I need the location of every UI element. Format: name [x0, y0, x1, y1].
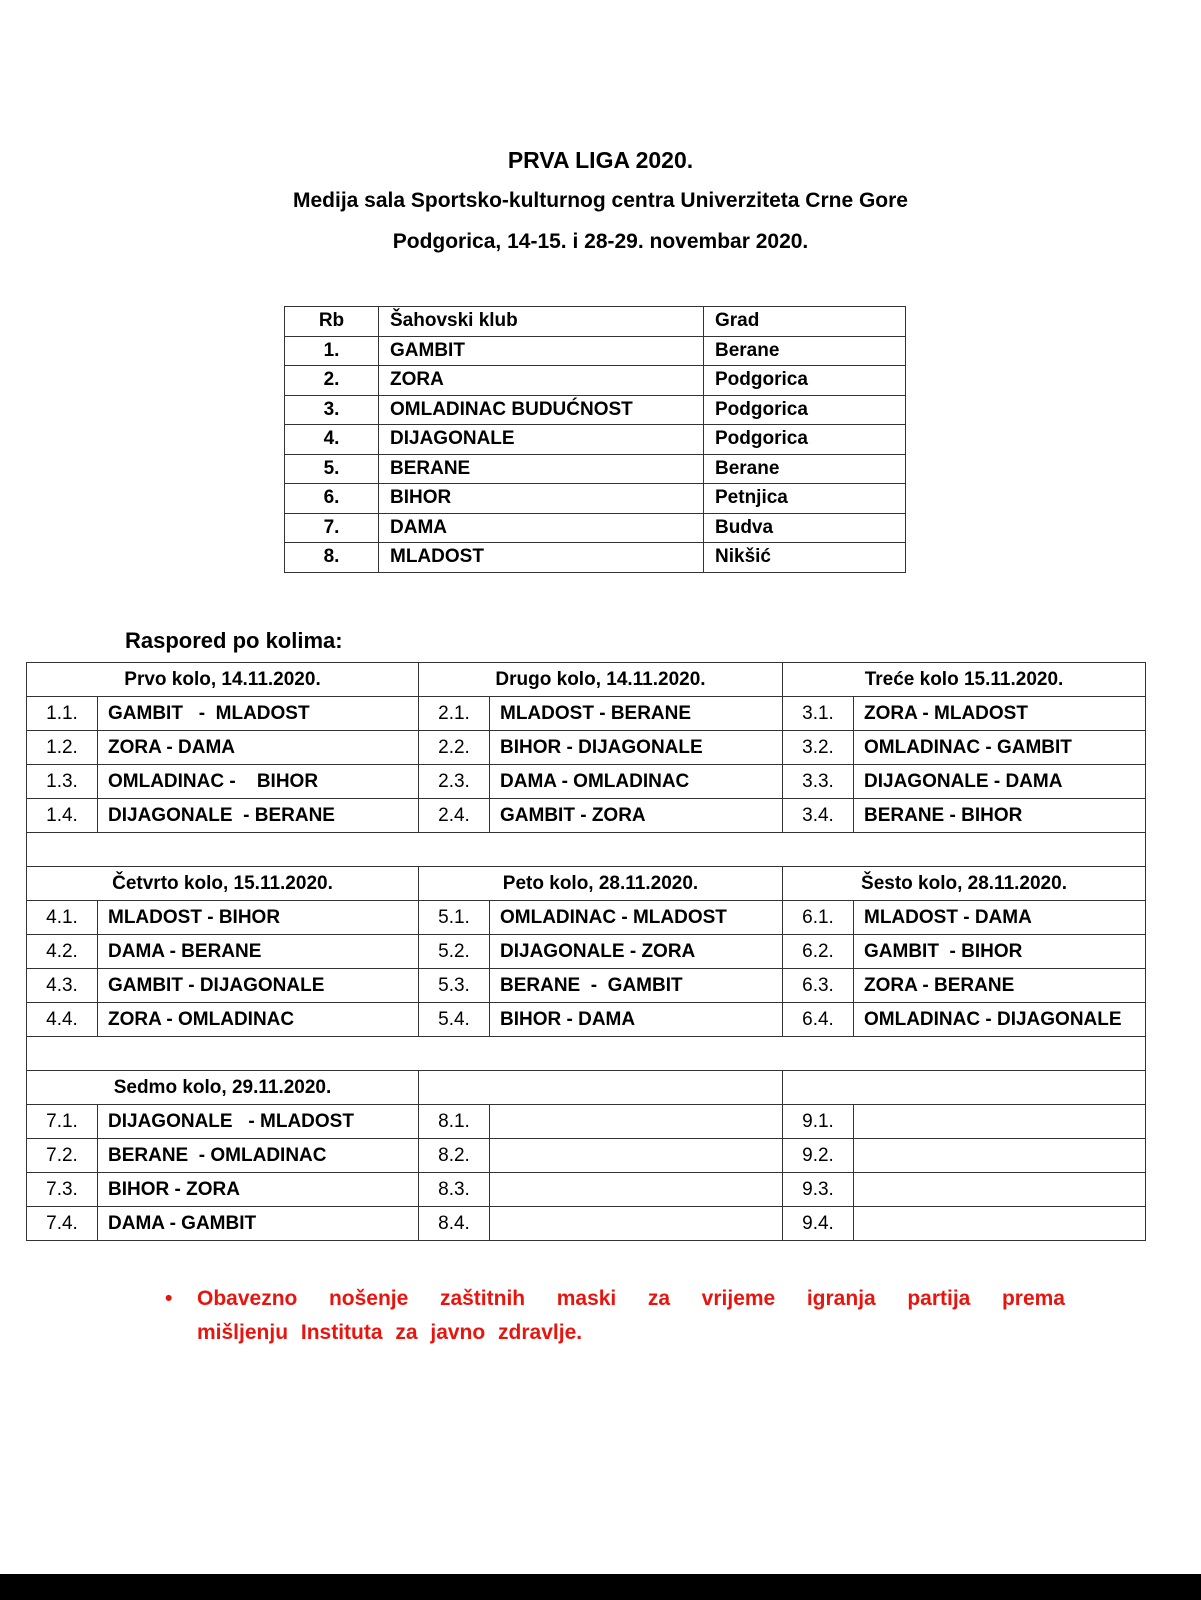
club-city: Budva: [704, 513, 906, 543]
game-pairing: GAMBIT - ZORA: [490, 799, 783, 833]
club-name: BERANE: [379, 454, 704, 484]
game-number: 4.2.: [27, 935, 98, 969]
game-pairing: MLADOST - DAMA: [854, 901, 1146, 935]
game-pairing: ZORA - MLADOST: [854, 697, 1146, 731]
game-number: 7.2.: [27, 1139, 98, 1173]
table-row: [27, 697, 1146, 731]
game-pairing: [854, 1207, 1146, 1241]
game-pairing: OMLADINAC - BIHOR: [98, 765, 419, 799]
game-pairing: ZORA - BERANE: [854, 969, 1146, 1003]
round-title: Šesto kolo, 28.11.2020.: [783, 867, 1146, 901]
club-name: GAMBIT: [379, 336, 704, 366]
round-title-row: [27, 1071, 1146, 1105]
game-number: 3.3.: [783, 765, 854, 799]
table-row: [285, 543, 906, 573]
club-rank: 3.: [285, 395, 379, 425]
spacer-row: [27, 1037, 1146, 1071]
table-row: [27, 1003, 1146, 1037]
note-line-1: Obavezno nošenje zaštitnih maski za vrijeme igranja partija prema: [197, 1287, 1065, 1310]
table-row: [27, 1207, 1146, 1241]
game-pairing: GAMBIT - DIJAGONALE: [98, 969, 419, 1003]
game-pairing: OMLADINAC - GAMBIT: [854, 731, 1146, 765]
round-title: Sedmo kolo, 29.11.2020.: [27, 1071, 419, 1105]
game-number: 2.2.: [419, 731, 490, 765]
game-number: 5.4.: [419, 1003, 490, 1037]
table-row: [285, 454, 906, 484]
game-pairing: DIJAGONALE - BERANE: [98, 799, 419, 833]
game-pairing: [854, 1173, 1146, 1207]
game-number: 6.2.: [783, 935, 854, 969]
game-number: 2.4.: [419, 799, 490, 833]
club-rank: 5.: [285, 454, 379, 484]
table-row: [285, 366, 906, 396]
note-line-2: mišljenju Instituta za javno zdravlje.: [197, 1321, 583, 1344]
round-title: [783, 1071, 1146, 1105]
table-row: [27, 765, 1146, 799]
spacer-cell: [27, 833, 1146, 867]
club-name: BIHOR: [379, 484, 704, 514]
game-pairing: ZORA - DAMA: [98, 731, 419, 765]
game-pairing: MLADOST - BIHOR: [98, 901, 419, 935]
game-pairing: DIJAGONALE - DAMA: [854, 765, 1146, 799]
club-city: Petnjica: [704, 484, 906, 514]
dates-line: Podgorica, 14-15. i 28-29. novembar 2020.: [392, 230, 809, 253]
game-number: 8.1.: [419, 1105, 490, 1139]
game-number: 5.2.: [419, 935, 490, 969]
table-row: [27, 1105, 1146, 1139]
game-number: 2.1.: [419, 697, 490, 731]
note-text: [197, 1282, 1065, 1350]
game-number: 7.4.: [27, 1207, 98, 1241]
game-number: 4.1.: [27, 901, 98, 935]
game-number: 3.1.: [783, 697, 854, 731]
table-row: [27, 799, 1146, 833]
game-pairing: BIHOR - DAMA: [490, 1003, 783, 1037]
club-city: Podgorica: [704, 366, 906, 396]
game-number: 5.3.: [419, 969, 490, 1003]
game-number: 5.1.: [419, 901, 490, 935]
round-title: [419, 1071, 783, 1105]
game-number: 6.1.: [783, 901, 854, 935]
table-row: [27, 969, 1146, 1003]
club-city: Podgorica: [704, 395, 906, 425]
game-number: 1.4.: [27, 799, 98, 833]
game-pairing: [490, 1207, 783, 1241]
table-row: [27, 731, 1146, 765]
game-pairing: DAMA - OMLADINAC: [490, 765, 783, 799]
table-row: [27, 901, 1146, 935]
game-pairing: BIHOR - DIJAGONALE: [490, 731, 783, 765]
table-row: [285, 484, 906, 514]
club-name: MLADOST: [379, 543, 704, 573]
round-title: Četvrto kolo, 15.11.2020.: [27, 867, 419, 901]
game-number: 7.1.: [27, 1105, 98, 1139]
schedule-table: [26, 662, 1146, 1241]
game-number: 1.1.: [27, 697, 98, 731]
game-number: 9.2.: [783, 1139, 854, 1173]
game-pairing: [490, 1105, 783, 1139]
game-pairing: BERANE - OMLADINAC: [98, 1139, 419, 1173]
game-pairing: [854, 1139, 1146, 1173]
game-number: 9.3.: [783, 1173, 854, 1207]
game-pairing: GAMBIT - MLADOST: [98, 697, 419, 731]
game-pairing: ZORA - OMLADINAC: [98, 1003, 419, 1037]
game-number: 9.4.: [783, 1207, 854, 1241]
game-pairing: [490, 1139, 783, 1173]
game-number: 7.3.: [27, 1173, 98, 1207]
table-row: [285, 336, 906, 366]
club-rank: 1.: [285, 336, 379, 366]
club-name: DIJAGONALE: [379, 425, 704, 455]
clubs-table: [284, 306, 906, 573]
venue-line: Medija sala Sportsko-kulturnog centra Univerziteta Crne Gore: [293, 189, 908, 212]
game-number: 6.3.: [783, 969, 854, 1003]
table-row: [27, 1139, 1146, 1173]
game-number: 8.4.: [419, 1207, 490, 1241]
bottom-bar: [0, 1574, 1201, 1600]
game-pairing: BIHOR - ZORA: [98, 1173, 419, 1207]
game-number: 8.2.: [419, 1139, 490, 1173]
game-pairing: BERANE - BIHOR: [854, 799, 1146, 833]
game-number: 6.4.: [783, 1003, 854, 1037]
club-rank: 6.: [285, 484, 379, 514]
document-title: PRVA LIGA 2020.: [507, 147, 694, 173]
game-pairing: GAMBIT - BIHOR: [854, 935, 1146, 969]
club-city: Berane: [704, 454, 906, 484]
column-header-rb: Rb: [285, 307, 379, 337]
round-title-row: [27, 663, 1146, 697]
club-city: Berane: [704, 336, 906, 366]
game-number: 2.3.: [419, 765, 490, 799]
clubs-header-row: [285, 307, 906, 337]
schedule-title: Raspored po kolima:: [125, 628, 343, 653]
column-header-club: Šahovski klub: [379, 307, 704, 337]
safety-note: [165, 1282, 1065, 1350]
game-pairing: MLADOST - BERANE: [490, 697, 783, 731]
game-number: 3.2.: [783, 731, 854, 765]
game-pairing: DAMA - GAMBIT: [98, 1207, 419, 1241]
game-pairing: DAMA - BERANE: [98, 935, 419, 969]
column-header-city: Grad: [704, 307, 906, 337]
round-title-row: [27, 867, 1146, 901]
table-row: [285, 395, 906, 425]
game-pairing: BERANE - GAMBIT: [490, 969, 783, 1003]
table-row: [285, 425, 906, 455]
spacer-cell: [27, 1037, 1146, 1071]
game-pairing: DIJAGONALE - MLADOST: [98, 1105, 419, 1139]
game-number: 4.3.: [27, 969, 98, 1003]
game-pairing: [490, 1173, 783, 1207]
table-row: [285, 513, 906, 543]
game-pairing: OMLADINAC - DIJAGONALE: [854, 1003, 1146, 1037]
club-rank: 8.: [285, 543, 379, 573]
round-title: Peto kolo, 28.11.2020.: [419, 867, 783, 901]
round-title: Drugo kolo, 14.11.2020.: [419, 663, 783, 697]
club-city: Podgorica: [704, 425, 906, 455]
game-number: 1.2.: [27, 731, 98, 765]
club-rank: 2.: [285, 366, 379, 396]
game-pairing: [854, 1105, 1146, 1139]
club-name: ZORA: [379, 366, 704, 396]
game-number: 4.4.: [27, 1003, 98, 1037]
game-pairing: OMLADINAC - MLADOST: [490, 901, 783, 935]
club-rank: 4.: [285, 425, 379, 455]
bullet-icon: •: [165, 1287, 173, 1310]
game-number: 1.3.: [27, 765, 98, 799]
round-title: Treće kolo 15.11.2020.: [783, 663, 1146, 697]
game-number: 9.1.: [783, 1105, 854, 1139]
round-title: Prvo kolo, 14.11.2020.: [27, 663, 419, 697]
club-city: Nikšić: [704, 543, 906, 573]
game-number: 3.4.: [783, 799, 854, 833]
club-name: DAMA: [379, 513, 704, 543]
table-row: [27, 935, 1146, 969]
game-pairing: DIJAGONALE - ZORA: [490, 935, 783, 969]
club-name: OMLADINAC BUDUĆNOST: [379, 395, 704, 425]
spacer-row: [27, 833, 1146, 867]
table-row: [27, 1173, 1146, 1207]
game-number: 8.3.: [419, 1173, 490, 1207]
club-rank: 7.: [285, 513, 379, 543]
